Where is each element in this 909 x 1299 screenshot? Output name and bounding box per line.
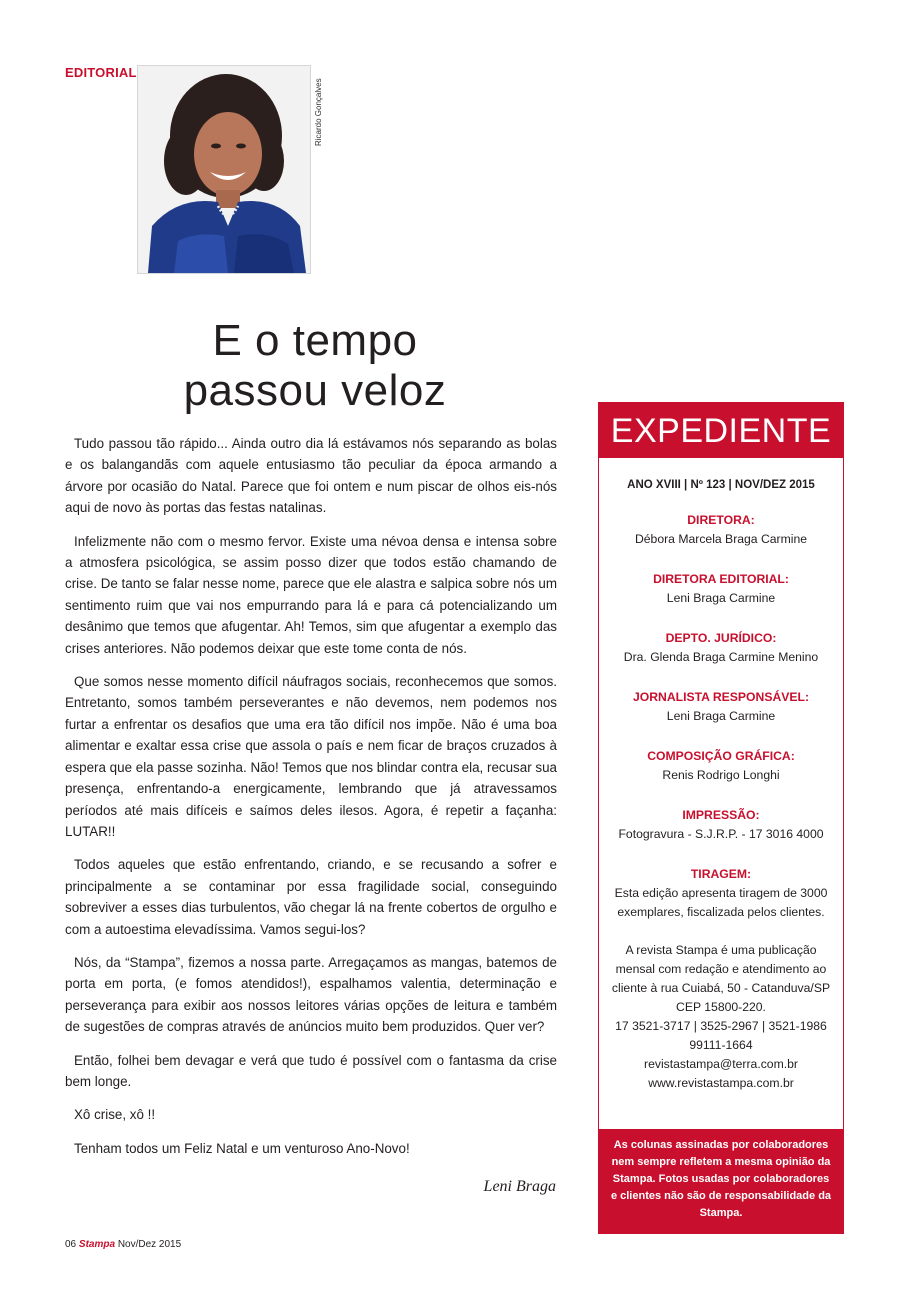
expediente-heading: EXPEDIENTE [598,402,844,458]
author-portrait-illustration [138,66,310,273]
tiragem-text: Esta edição apresenta tiragem de 3000 exemplares, fiscalizada pelos clientes. [614,886,828,919]
footer-brand: Stampa [78,1239,116,1250]
disclaimer-text: As colunas assinadas por colaboradores nem sempre refletem a mesma opinião da Stampa. Fotos usadas por colaboradores e clientes não são de responsabilidade da Stampa. [610,1139,832,1219]
role-name: Leni Braga Carmine [666,709,776,723]
role-name: Renis Rodrigo Longhi [662,768,780,782]
email-link[interactable]: revistastampa@terra.com.br [644,1057,798,1071]
tiragem-label: TIRAGEM: [690,867,752,881]
about-text: A revista Stampa é uma publicação mensal com redação e atendimento ao cliente à rua Cuiabá, 50 - Catanduva/SP CEP 15800-220. [611,943,831,1014]
title-line-1: E o tempo [212,316,418,365]
role-label: IMPRESSÃO: [682,808,760,822]
role-label: DEPTO. JURÍDICO: [665,631,777,645]
expediente-content [598,476,844,1093]
role-label: COMPOSIÇÃO GRÁFICA: [647,749,795,763]
body-paragraph: Tenham todos um Feliz Natal e um venturoso Ano-Novo! [74,1140,410,1156]
issue-line: ANO XVIII | Nº 123 | NOV/DEZ 2015 [627,479,815,491]
website-link[interactable]: www.revistastampa.com.br [648,1076,794,1090]
role-name: Débora Marcela Braga Carmine [634,532,808,546]
body-paragraph: Então, folhei bem devagar e verá que tudo é possível com o fantasma da crise bem longe. [65,1052,557,1089]
body-paragraph: Nós, da “Stampa”, fizemos a nossa parte. Arregaçamos as mangas, batemos de porta em porta, (e fomos atendidos!), espalhamos valentia, determinação e perseverança para exibir aos nossos leitores várias opções de leitura e também de sugestões de compras através de anúncios muito bem produzidos. Quer ver? [65,954,557,1035]
author-photo [137,65,311,274]
photo-credit: Ricardo Gonçalves [314,78,323,146]
role-name: Leni Braga Carmine [666,591,776,605]
role-name: Fotogravura - S.J.R.P. - 17 3016 4000 [618,827,824,841]
body-paragraph: Tudo passou tão rápido... Ainda outro dia lá estávamos nós separando as bolas e os balangandãs com aquele entusiasmo tão peculiar da época armando a árvore por ocasião do Natal. Parece que foi ontem e num piscar de olhos eis-nós aqui de novo às portas das festas natalinas. [65,436,557,516]
role-label: DIRETORA: [687,513,755,527]
role-label: DIRETORA EDITORIAL: [653,572,789,586]
footer-issue: Nov/Dez 2015 [117,1239,182,1250]
role-name: Dra. Glenda Braga Carmine Menino [623,650,819,664]
mobile-number: 99111-1664 [689,1038,753,1052]
body-paragraph: Todos aqueles que estão enfrentando, criando, e se recusando a sofrer e principalmente a se contaminar por essa fragilidade social, conseguindo sobreviver a esses dias turbulentos, vão chegar lá na frente cobertos de orgulho e com a autoestima elevadíssima. Vamos segui-los? [65,857,557,937]
page-number: 06 [65,1239,77,1250]
article-body [65,433,557,1171]
role-label: JORNALISTA RESPONSÁVEL: [632,690,810,704]
title-line-2: passou veloz [183,366,447,415]
author-signature: Leni Braga [483,1178,556,1195]
phone-numbers: 17 3521-3717 | 3525-2967 | 3521-1986 [615,1019,827,1033]
section-label: EDITORIAL [65,65,137,80]
body-paragraph: Infelizmente não com o mesmo fervor. Existe uma névoa densa e intensa sobre a atmosfera psicológica, se assim posso dizer que todos estão chamando de crise. De tanto se falar nesse nome, parece que ele alastra e salpica sobre nós um sentimento ruim que vai nos empurrando para lá e para cá potencializando um desânimo que temos que afugentar. Ah! Temos, sim que afugentar a exemplo das crises anteriores. Não podemos deixar que este tome conta de nós. [65,533,558,656]
page-footer [65,1239,181,1250]
body-paragraph: Que somos nesse momento difícil náufragos sociais, reconhecemos que somos. Entretanto, somos também perseverantes e não devemos, nem podemos nos furtar a enfrentar os desafios que uma era tão difícil nos impõe. Não é uma boa alimentar e exaltar essa crise que assola o país e nem ficar de braços cruzados à espera que ela passe sozinha. Não! Temos que nos blindar contra ela, recusar sua presença, enfrentando-a energicamente, lembrando que já atravessamos períodos até mais difíceis e saímos deles ilesos. Agora, é repetir a façanha: LUTAR!! [65,674,557,839]
disclaimer-note [598,1129,844,1234]
body-paragraph: Xô crise, xô !! [74,1107,156,1123]
article-title [100,316,530,416]
